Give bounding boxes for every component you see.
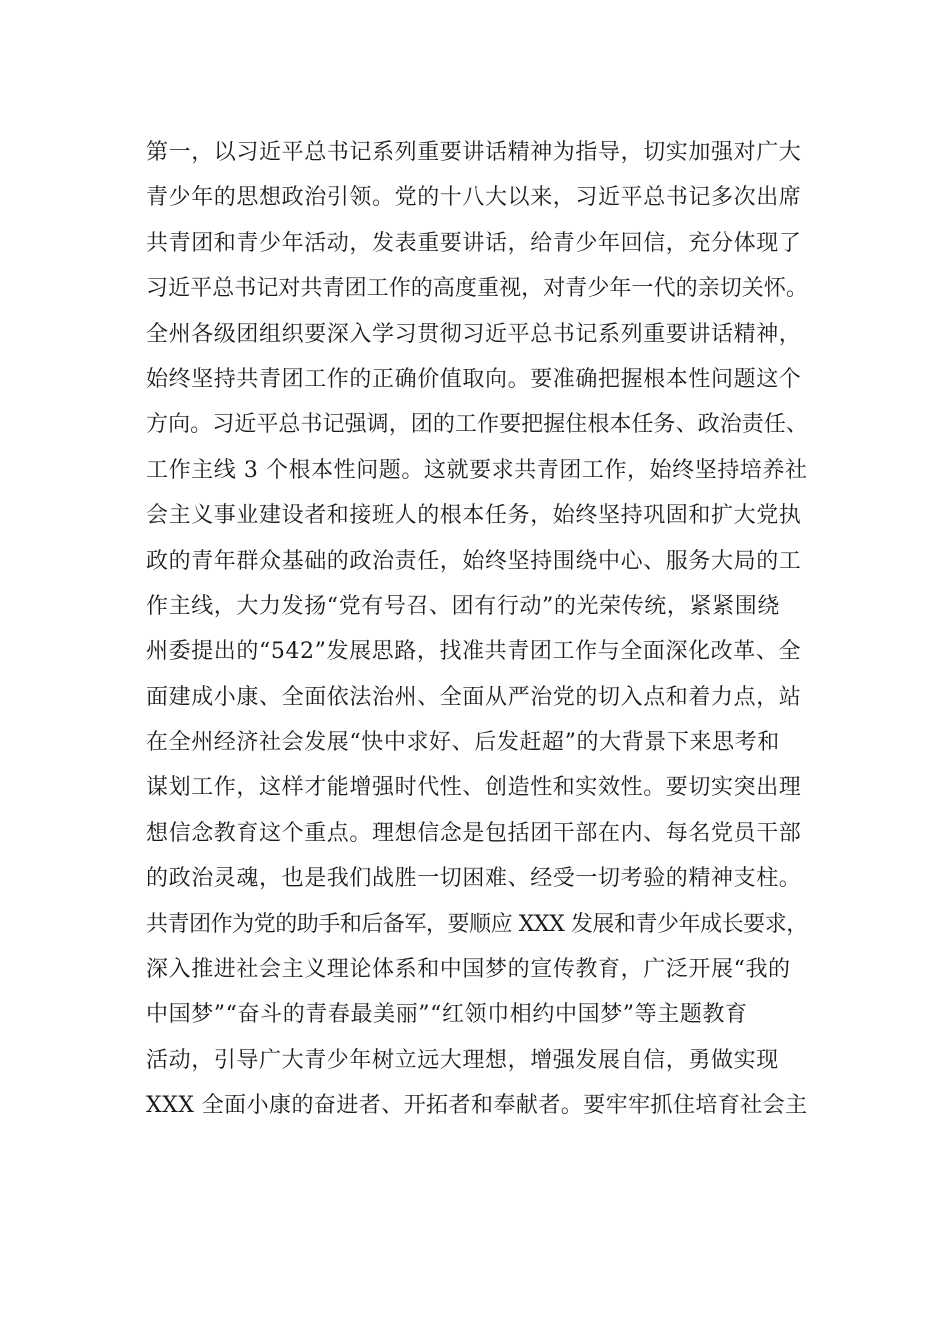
text-line: 活动，引导广大青少年树立远大理想，增强发展自信，勇做实现 xyxy=(146,1047,779,1073)
text-line: 共青团和青少年活动，发表重要讲话，给青少年回信，充分体现了 xyxy=(146,230,802,256)
text-line: 的政治灵魂，也是我们战胜一切困难、经受一切考验的精神支柱。 xyxy=(146,866,802,892)
text-line: 青少年的思想政治引领。党的十八大以来，习近平总书记多次出席 xyxy=(146,185,802,211)
body-text xyxy=(146,130,809,1129)
text-line: 谋划工作，这样才能增强时代性、创造性和实效性。要切实突出理 xyxy=(146,775,802,801)
text-line: 在全州经济社会发展“快中求好、后发赶超”的大背景下来思考和 xyxy=(146,730,780,756)
text-line: 面建成小康、全面依法治州、全面从严治党的切入点和着力点，站 xyxy=(146,684,802,710)
text-line: 全州各级团组织要深入学习贯彻习近平总书记系列重要讲话精神， xyxy=(146,321,802,347)
text-line: 共青团作为党的助手和后备军，要顺应 XXX 发展和青少年成长要求， xyxy=(146,911,808,937)
text-line: 作主线，大力发扬“党有号召、团有行动”的光荣传统，紧紧围绕 xyxy=(146,593,780,619)
text-line: 中国梦”“奋斗的青春最美丽”“红领巾相约中国梦”等主题教育 xyxy=(146,1002,748,1028)
text-line: 会主义事业建设者和接班人的根本任务，始终坚持巩固和扩大党执 xyxy=(146,503,802,529)
text-line: 工作主线 3 个根本性问题。这就要求共青团工作，始终坚持培养社 xyxy=(146,457,808,483)
text-line: 第一，以习近平总书记系列重要讲话精神为指导，切实加强对广大 xyxy=(146,140,802,165)
text-line: 想信念教育这个重点。理想信念是包括团干部在内、每名党员干部 xyxy=(146,820,802,846)
text-line: 方向。习近平总书记强调，团的工作要把握住根本任务、政治责任、 xyxy=(146,412,809,438)
text-line: 政的青年群众基础的政治责任，始终坚持围绕中心、服务大局的工 xyxy=(146,548,802,574)
text-line: 深入推进社会主义理论体系和中国梦的宣传教育，广泛开展“我的 xyxy=(146,957,791,983)
text-line: 始终坚持共青团工作的正确价值取向。要准确把握根本性问题这个 xyxy=(146,366,802,392)
text-line: 州委提出的“542”发展思路，找准共青团工作与全面深化改革、全 xyxy=(146,639,802,665)
text-line: 习近平总书记对共青团工作的高度重视，对青少年一代的亲切关怀。 xyxy=(146,276,809,302)
text-line: XXX 全面小康的奋进者、开拓者和奉献者。要牢牢抓住培育社会主 xyxy=(146,1093,808,1119)
